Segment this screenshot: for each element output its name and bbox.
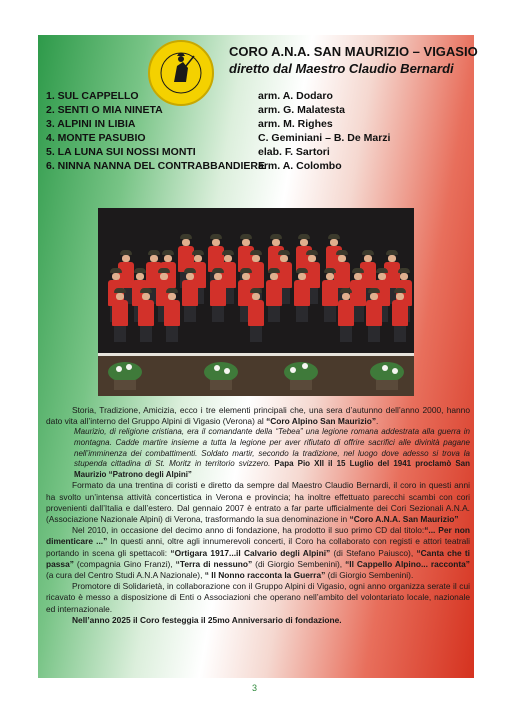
text-span: Nel 2010, in occasione del decimo anno di fondazione, ha prodotto il suo primo CD dal titolo: (72, 525, 425, 536)
song-item (46, 90, 466, 104)
text-span: (a cura del Centro Studi A.N.A Nazionale), (46, 570, 205, 580)
song-item (46, 160, 466, 174)
flower-plant (204, 360, 238, 390)
song-title: 3. ALPINI IN LIBIA (46, 118, 136, 130)
page-number: 3 (252, 683, 258, 693)
paragraph-solidarity: Promotore di Solidarietà, in collaborazione con il Gruppo Alpini di Vigasio, ogni anno organizza serate il cui ricavato è messo a disposizione di Enti o Associazioni che operano nell’ambito del volontariato locale, nazionale ed internazionale. (46, 581, 470, 614)
song-title: 6. NINNA NANNA DEL CONTRABBANDIERE (46, 160, 265, 172)
note-text: Maurizio, di religione cristiana, era il comandante della “Tebea” una legione romana addestrata alla guerra in montagna. Cadde martire insieme a tutta la legione per aver rifiutato di offrire sacrifici alle divinità pagane nell’imminenza dei combattimenti. Soldato martir, secondo la tradizione, nel luogo dove adesso si trova la stupenda cittadina di St. Moritz in territorio svizzero. (74, 427, 470, 469)
song-arranger: arm. M. Righes (258, 118, 333, 130)
song-item (46, 146, 466, 160)
article-text (46, 405, 470, 626)
song-title: 2. SENTI O MIA NINETA (46, 104, 163, 116)
page-subtitle: diretto dal Maestro Claudio Bernardi (229, 61, 454, 76)
note-san-maurizio (46, 427, 470, 480)
text-span: (di Stefano Paiusco), (330, 547, 417, 558)
stage (98, 356, 414, 396)
text-span: (di Giorgio Sembenini), (252, 558, 346, 569)
text-span: (compagnia Gino Franzi), (73, 558, 176, 569)
song-arranger: C. Geminiani – B. De Marzi (258, 132, 391, 144)
show-title: “Terra di nessuno” (175, 558, 253, 569)
text-span: Formato da una trentina di coristi e diretto da sempre dal Maestro Claudio Bernardi, il coro in questi anni ha svolto un’intensa attività concertistica in Verona e provincia; ha inoltre effettuato parecchi scambi con cori provenienti dall’Italia e dall’estero. Dal gennaio 2007 è entrato a far parte ufficialmente dei Cori Sezionali A.N.A. (Associazione Nazionale Alpini) di Verona, trasformando la sua denominazione in (46, 480, 470, 524)
song-arranger: arm. A. Colombo (258, 160, 342, 172)
note-bold: Papa Pio XII il 15 Luglio del 1941 proclamò San Maurizio “Patrono degli Alpini” (74, 459, 470, 479)
song-title: 5. LA LUNA SUI NOSSI MONTI (46, 146, 196, 158)
choir-name-bold: “Coro Alpino San Maurizio” (266, 416, 377, 427)
text-span: (di Giorgio Sembenini). (325, 570, 414, 580)
cd-title: “... Per non dimenticare ...” (46, 525, 470, 547)
song-arranger: arm. G. Malatesta (258, 104, 345, 116)
flower-plant (284, 360, 318, 390)
paragraph-formation (46, 480, 470, 525)
song-item (46, 104, 466, 118)
show-title: “Ortigara 1917...il Calvario degli Alpini” (170, 547, 331, 558)
song-title: 4. MONTE PASUBIO (46, 132, 146, 144)
text-span: Storia, Tradizione, Amicizia, ecco i tre elementi principali che, una sera d’autunno dell’anno 2000, hanno dato vita all’interno del Gruppo Alpini di Vigasio (Verona) al (46, 405, 470, 427)
flower-plant (370, 360, 404, 390)
song-item (46, 132, 466, 146)
page-title: CORO A.N.A. SAN MAURIZIO – VIGASIO (229, 44, 478, 59)
song-arranger: arm. A. Dodaro (258, 90, 333, 102)
paragraph-history (46, 405, 470, 427)
flower-plant (108, 360, 142, 390)
paragraph-anniversary: Nell’anno 2025 il Coro festeggia il 25mo Anniversario di fondazione. (72, 614, 342, 625)
choir-photo (98, 208, 414, 396)
song-item (46, 118, 466, 132)
show-title: “Canta che ti passa” (46, 547, 470, 569)
show-title: “ Il Nonno racconta la Guerra” (204, 570, 326, 580)
paragraph-cd (46, 525, 470, 581)
choir-name-bold: “Coro A.N.A. San Maurizio” (349, 513, 459, 524)
text-span: . (376, 416, 379, 427)
show-title: “Il Cappello Alpino... racconta” (345, 558, 470, 569)
text-span: In questi anni, oltre agli innumerevoli concerti, il Coro ha collaborato con registi e attori teatrali portando in scena gli spettacoli: (46, 536, 470, 558)
song-title: 1. SUL CAPPELLO (46, 90, 139, 102)
song-arranger: elab. F. Sartori (258, 146, 330, 158)
